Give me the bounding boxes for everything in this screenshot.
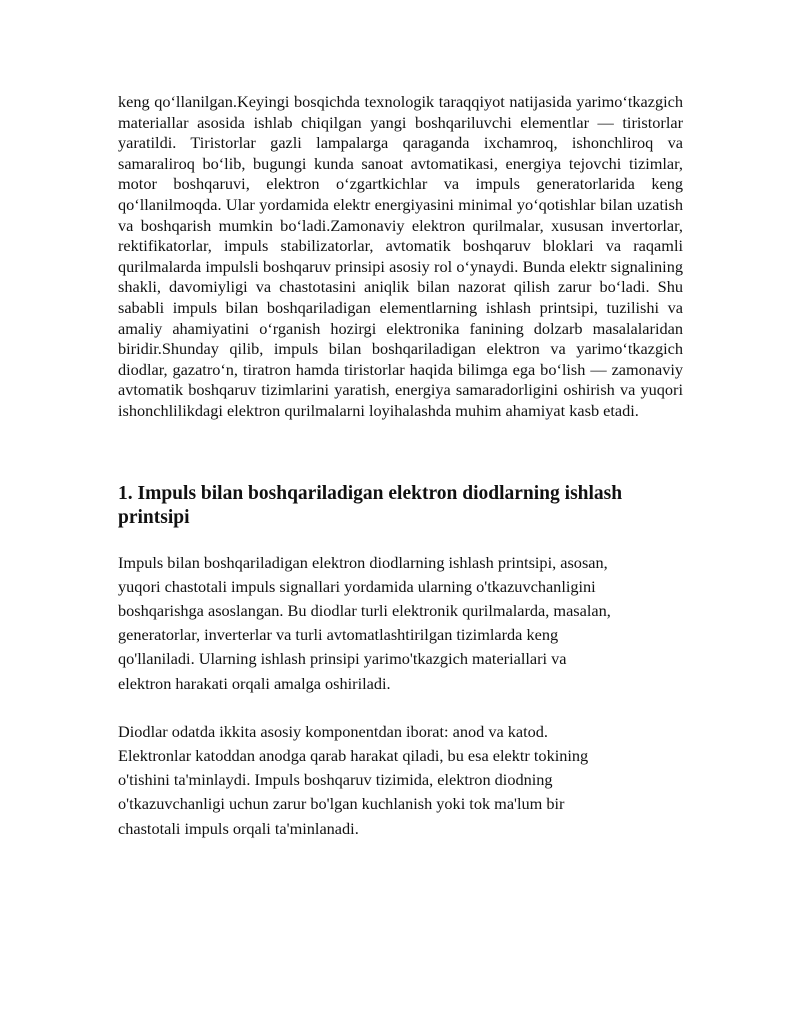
paragraph-line: o'tkazuvchanligi uchun zarur bo'lgan kuchlanish yoki tok ma'lum bir bbox=[118, 794, 565, 814]
body-paragraph-2 bbox=[118, 720, 683, 841]
paragraph-line: yuqori chastotali impuls signallari yordamida ularning o'tkazuvchanligini bbox=[118, 576, 596, 596]
paragraph-line: Impuls bilan boshqariladigan elektron diodlarning ishlash printsipi, asosan, bbox=[118, 552, 608, 572]
paragraph-line: generatorlar, inverterlar va turli avtomatlashtirilgan tizimlarda keng bbox=[118, 625, 559, 645]
paragraph-line: Diodlar odatda ikkita asosiy komponentdan iborat: anod va katod. bbox=[118, 721, 548, 741]
paragraph-line: boshqarishga asoslangan. Bu diodlar turli elektronik qurilmalarda, masalan, bbox=[118, 600, 611, 620]
paragraph-line: o'tishini ta'minlaydi. Impuls boshqaruv tizimida, elektron diodning bbox=[118, 770, 553, 790]
paragraph-line: chastotali impuls orqali ta'minlanadi. bbox=[118, 818, 359, 838]
paragraph-line: qo'llaniladi. Ularning ishlash prinsipi yarimo'tkazgich materiallari va bbox=[118, 649, 567, 669]
document-page bbox=[118, 92, 683, 841]
paragraph-line: elektron harakati orqali amalga oshiriladi. bbox=[118, 673, 391, 693]
section-heading: 1. Impuls bilan boshqariladigan elektron diodlarning ishlash printsipi bbox=[118, 482, 623, 528]
intro-paragraph: keng qo‘llanilgan.Keyingi bosqichda texnologik taraqqiyot natijasida yarimo‘tkazgich materiallar asosida ishlab chiqilgan yangi boshqariluvchi elementlar — tiristorlar yaratildi. Tiristorlar gazli lampalarga qaraganda ixchamroq, ishonchliroq va samaraliroq bo‘lib, bugungi kunda sanoat avtomatikasi, energiya tejovchi tizimlar, motor boshqaruvi, elektron o‘zgartkichlar va impuls generatorlarida keng qo‘llanilmoqda. Ular yordamida elektr energiyasini minimal yo‘qotishlar bilan uzatish va boshqarish mumkin bo‘ladi.Zamonaviy elektron qurilmalar, xususan invertorlar, rektifikatorlar, impuls stabilizatorlar, avtomatik boshqaruv bloklari va raqamli qurilmalarda impulsli boshqaruv prinsipi asosiy rol o‘ynaydi. Bunda elektr signalining shakli, davomiyligi va chastotasini aniqlik bilan nazorat qilish zarur bo‘ladi. Shu sababli impuls bilan boshqariladigan elementlarning ishlash printsipi, tuzilishi va amaliy ahamiyatini o‘rganish hozirgi elektronika fanining dolzarb masalalaridan biridir.Shunday qilib, impuls bilan boshqariladigan elektron va yarimo‘tkazgich diodlar, gazatro‘n, tiratron hamda tiristorlar haqida bilimga ega bo‘lish — zamonaviy avtomatik boshqaruv tizimlarini yaratish, energiya samaradorligini oshirish va yuqori ishonchlilikdagi elektron qurilmalarni loyihalashda muhim ahamiyat kasb etadi. bbox=[118, 92, 683, 420]
body-paragraph-1 bbox=[118, 551, 683, 696]
paragraph-line: Elektronlar katoddan anodga qarab harakat qiladi, bu esa elektr tokining bbox=[118, 745, 589, 765]
